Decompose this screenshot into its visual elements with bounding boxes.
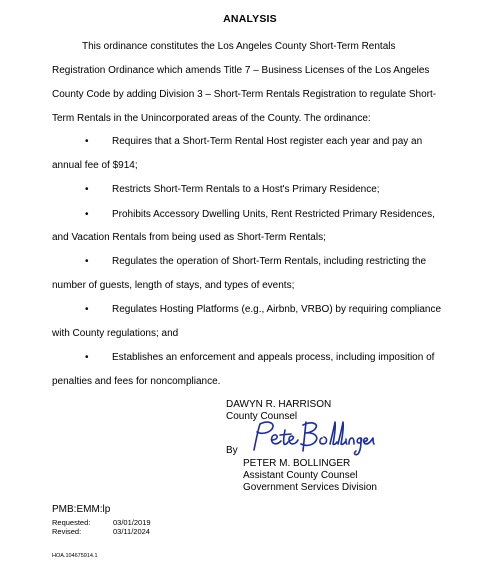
revised-label: Revised:: [52, 527, 82, 536]
bullet-marker: •: [85, 136, 89, 147]
bullet-3-line-2: and Vacation Rentals from being used as Short-Term Rentals;: [52, 232, 326, 243]
revised-date: 03/11/2024: [113, 527, 150, 536]
signer-name: PETER M. BOLLINGER: [243, 458, 351, 469]
page-title: ANALYSIS: [223, 13, 277, 25]
requested-label: Requested:: [52, 518, 91, 527]
bullet-6-line-2: penalties and fees for noncompliance.: [52, 376, 221, 387]
by-label: By: [226, 445, 238, 456]
bullet-marker: •: [85, 184, 89, 195]
bullet-marker: •: [85, 352, 89, 363]
requested-date: 03/01/2019: [113, 518, 151, 527]
intro-line-2: Registration Ordinance which amends Title 7 – Business Licenses of the Los Angeles: [52, 65, 430, 76]
intro-line-1: This ordinance constitutes the Los Angeles County Short-Term Rentals: [82, 41, 396, 52]
counsel-title: County Counsel: [226, 411, 298, 422]
handwritten-signature: [248, 418, 378, 458]
bullet-marker: •: [85, 209, 89, 220]
bullet-5-line-1: Regulates Hosting Platforms (e.g., Airbnb, VRBO) by requiring compliance: [112, 304, 442, 315]
initials: PMB:EMM:lp: [52, 504, 111, 515]
bullet-6-line-1: Establishes an enforcement and appeals process, including imposition of: [112, 352, 435, 363]
bullet-1-line-1: Requires that a Short-Term Rental Host register each year and pay an: [112, 136, 423, 147]
intro-line-4: Term Rentals in the Unincorporated areas of the County. The ordinance:: [52, 113, 371, 124]
bullet-4-line-2: number of guests, length of stays, and types of events;: [52, 280, 295, 291]
bullet-2-line-1: Restricts Short-Term Rentals to a Host's Primary Residence;: [112, 184, 380, 195]
bullet-1-line-2: annual fee of $914;: [52, 160, 138, 171]
bullet-4-line-1: Regulates the operation of Short-Term Rentals, including restricting the: [112, 256, 427, 267]
counsel-name: DAWYN R. HARRISON: [226, 399, 332, 410]
signer-title: Assistant County Counsel: [243, 470, 358, 481]
document-id: HOA.104675914.1: [52, 553, 98, 559]
division-name: Government Services Division: [243, 482, 377, 493]
bullet-marker: •: [85, 256, 89, 267]
intro-line-3: County Code by adding Division 3 – Short-Term Rentals Registration to regulate Short-: [52, 89, 437, 100]
bullet-marker: •: [85, 304, 89, 315]
bullet-5-line-2: with County regulations; and: [52, 328, 179, 339]
bullet-3-line-1: Prohibits Accessory Dwelling Units, Rent Restricted Primary Residences,: [112, 209, 435, 220]
